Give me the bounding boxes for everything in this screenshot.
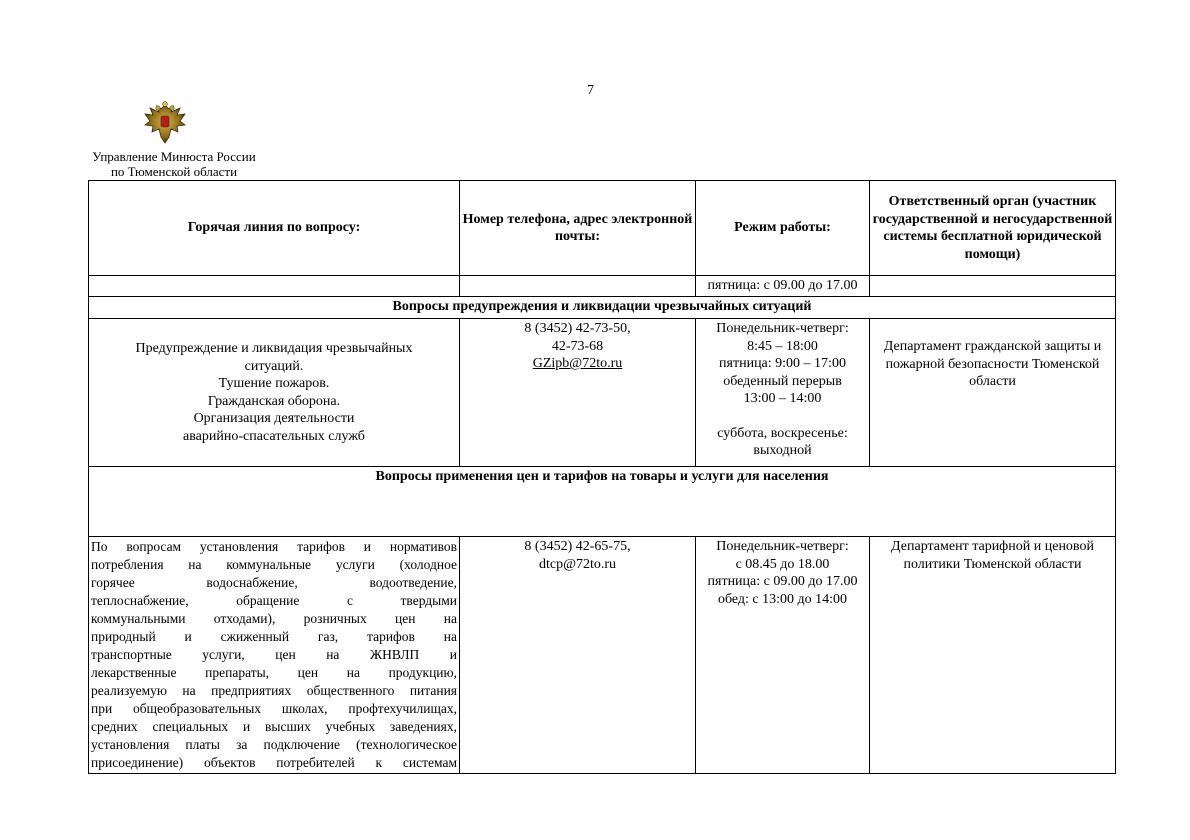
cell-org: Департамент тарифной и ценовой политики Тюменской области <box>870 537 1116 774</box>
hotline-table <box>88 180 1116 774</box>
schedule-line: обед: с 13:00 до 14:00 <box>717 591 848 607</box>
cell-contacts <box>460 319 696 467</box>
schedule-line: 13:00 – 14:00 <box>743 391 822 406</box>
cell-schedule <box>696 537 870 774</box>
schedule-line: 8:45 – 18:00 <box>747 338 818 354</box>
topic-line: Организация деятельности <box>193 411 355 426</box>
section-title-tariffs: Вопросы применения цен и тарифов на товары и услуги для населения <box>89 467 1116 537</box>
schedule-line: Понедельник-четверг: <box>716 539 849 554</box>
topic-line: лекарственные препараты, цен на продукцию, <box>91 665 457 680</box>
cell-org <box>870 319 1116 467</box>
section-title-emergency: Вопросы предупреждения и ликвидации чрезвычайных ситуаций <box>89 297 1116 319</box>
topic-line: при общеобразовательных школах, профтехучилищах, <box>91 701 457 716</box>
email-address[interactable]: dtcp@72to.ru <box>538 556 617 572</box>
schedule-line: пятница: 9:00 – 17:00 <box>719 356 846 371</box>
schedule-line: пятница: с 09.00 до 17.00 <box>707 574 858 589</box>
topic-line: теплоснабжение, обращение с твердыми <box>91 593 457 608</box>
phone-number: 8 (3452) 42-73-50, <box>524 321 631 336</box>
schedule-line: Понедельник-четверг: <box>716 321 849 336</box>
topic-line: природный и сжиженный газ, тарифов на <box>91 629 457 644</box>
organization-line-2: по Тюменской области <box>110 164 238 179</box>
schedule-line: с 08.45 до 18.00 <box>735 556 830 572</box>
schedule-line: обеденный перерыв <box>723 373 842 389</box>
responsible-body: Департамент гражданской защиты и пожарной безопасности Тюменской области <box>883 339 1102 389</box>
phone-number: 42-73-68 <box>551 338 604 354</box>
email-link[interactable]: GZipb@72to.ru <box>532 356 623 371</box>
organization-name <box>84 149 264 179</box>
schedule-line: суббота, воскресенье: <box>717 425 848 441</box>
table-row <box>89 537 1116 774</box>
organization-line-1: Управление Минюста России <box>92 149 256 164</box>
cell-contacts <box>460 276 696 297</box>
topic-line: реализуемую на предприятиях общественного питания <box>91 683 457 698</box>
topic-line: Гражданская оборона. <box>207 393 341 409</box>
topic-line: потребления на коммунальные услуги (холодное <box>91 557 457 572</box>
cell-schedule: пятница: с 09.00 до 17.00 <box>696 276 870 297</box>
header-responsible-body: Ответственный орган (участник государственной и негосударственной системы бесплатной юридической помощи) <box>870 181 1116 276</box>
topic-line: аварийно-спасательных служб <box>183 428 365 444</box>
topic-line: горячее водоснабжение, водоотведение, <box>91 575 457 590</box>
section-row <box>89 297 1116 319</box>
table-row <box>89 276 1116 297</box>
topic-line: По вопросам установления тарифов и нормативов <box>91 539 457 554</box>
topic-line: установления платы за подключение (технологическое <box>91 737 457 752</box>
header-contacts: Номер телефона, адрес электронной почты: <box>460 181 696 276</box>
cell-contacts <box>460 537 696 774</box>
topic-line: Тушение пожаров. <box>218 376 330 391</box>
topic-line: Предупреждение и ликвидация чрезвычайных <box>135 341 413 356</box>
phone-number: 8 (3452) 42-65-75, <box>524 539 631 554</box>
topic-line: транспортные услуги, цен на ЖНВЛП и <box>91 647 457 662</box>
section-row <box>89 467 1116 537</box>
topic-line: коммунальными отходами), розничных цен на <box>91 611 457 626</box>
topic-line: присоединение) объектов потребителей к системам <box>91 755 457 770</box>
topic-line: ситуаций. <box>244 358 304 374</box>
cell-schedule <box>696 319 870 467</box>
cell-topic <box>89 537 460 774</box>
header-topic: Горячая линия по вопросу: <box>89 181 460 276</box>
schedule-line: выходной <box>753 443 812 458</box>
topic-line: средних специальных и высших учебных заведениях, <box>91 719 457 734</box>
table-header-row <box>89 181 1116 276</box>
page-number: 7 <box>587 83 594 98</box>
cell-org <box>870 276 1116 297</box>
table-row <box>89 319 1116 467</box>
cell-topic <box>89 319 460 467</box>
cell-topic <box>89 276 460 297</box>
header-schedule: Режим работы: <box>696 181 870 276</box>
double-headed-eagle-icon <box>140 99 190 149</box>
